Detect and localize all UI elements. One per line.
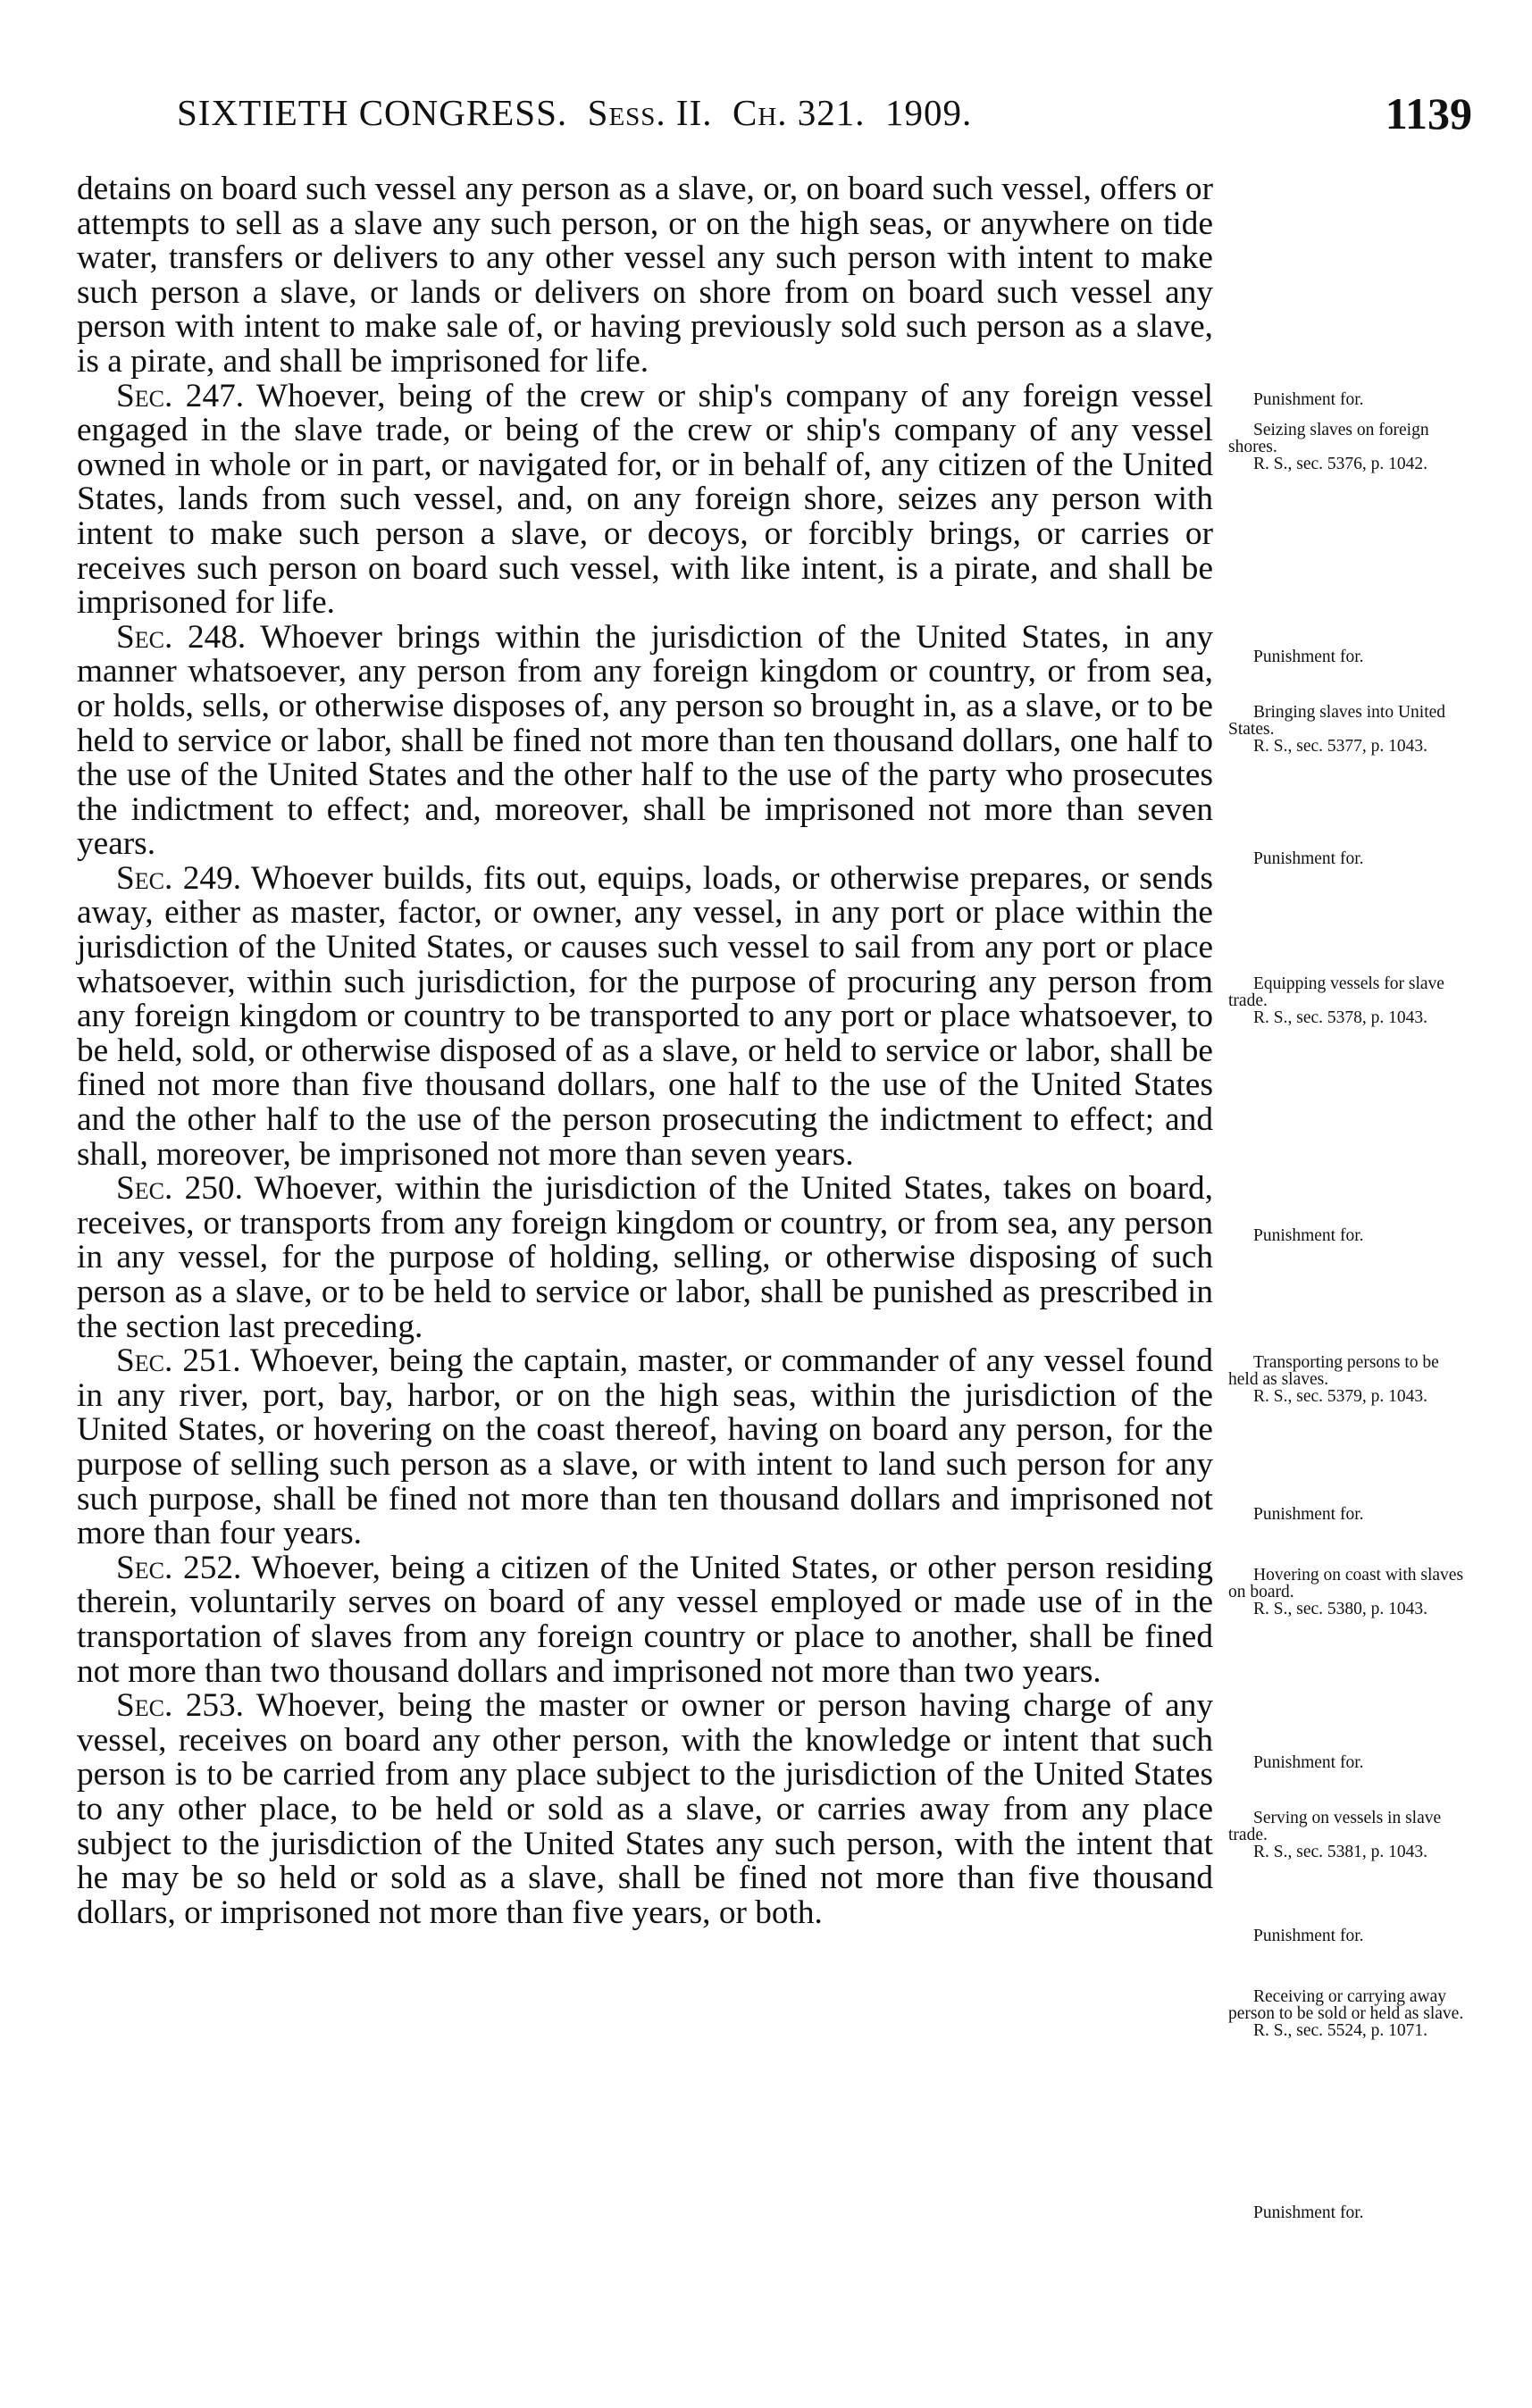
margin-note-reference: R. S., sec. 5379, p. 1043. <box>1253 1387 1427 1406</box>
section-252 <box>77 1551 1213 1689</box>
section-text: Whoever, being of the crew or ship's company of any foreign vessel engaged in the slave trade, or being of the crew or ship's company of any vessel owned in whole or in part, or navigated for, or in behalf of, any citizen of the United States, lands from such vessel, and, on any foreign shore, seizes any person with intent to make such person a slave, or decoys, or forcibly brings, or carries or receives such person on board such vessel, with like intent, is a pirate, and shall be imprisoned for life. <box>77 377 1213 622</box>
margin-note-reference: R. S., sec. 5524, p. 1071. <box>1253 2021 1427 2040</box>
margin-note-sec-252 <box>1228 1810 1469 1860</box>
section-text: Whoever, being the master or owner or person having charge of any vessel, receives on board any other person, with the knowledge or intent that such person is to be carried from any place subject to the jurisdiction of the United States to any other place, to be held or sold as a slave, or carries away from any place subject to the jurisdiction of the United States any such person, with the intent that he may be so held or sold as a slave, shall be fined not more than five thousand dollars, or imprisoned not more than five years, or both. <box>77 1687 1213 1931</box>
margin-note-punishment: Punishment for. <box>1253 2203 1364 2222</box>
continuation-paragraph: detains on board such vessel any person as a slave, or, on board such vessel, offers or attempts to sell as a slave any such person, or on the high seas, or anywhere on tide water, transfers or delivers to any other vessel any such person with intent to make such person a slave, or lands or delivers on shore from on board such vessel any person with intent to make sale of, or having previously sold such person as a slave, is a pirate, and shall be imprisoned for life. <box>77 171 1213 380</box>
congress-title: SIXTIETH CONGRESS. <box>177 92 568 133</box>
statute-body <box>77 172 1213 1930</box>
section-249 <box>77 859 1214 1173</box>
margin-note-reference: R. S., sec. 5376, p. 1042. <box>1253 455 1427 473</box>
section-250 <box>77 1172 1213 1344</box>
section-label: Sec. 247. <box>116 377 245 414</box>
section-247 <box>77 377 1213 622</box>
margin-note-heading: Hovering on coast with slaves on board. <box>1228 1566 1464 1601</box>
margin-note-sec-250 <box>1228 1354 1469 1405</box>
section-text: Whoever, being a citizen of the United States, or other person residing therein, voluntarily serves on board of any vessel employed or made use of in the transportation of slaves from any foreign country or place to another, shall be fined not more than two thousand dollars and imprisoned not more than two years. <box>77 1549 1213 1690</box>
margin-note-heading: Serving on vessels in slave trade. <box>1228 1809 1442 1844</box>
margin-note-punishment: Punishment for. <box>1253 648 1364 666</box>
section-text: Whoever, being the captain, master, or commander of any vessel found in any river, port, bay, harbor, or on the high seas, within the jurisdiction of the United States, or hovering on the coast thereof, having on board any person, for the purpose of selling such person as a slave, or with intent to land such person for any such purpose, shall be fined not more than ten thousand dollars and imprisoned not more than four years. <box>77 1342 1213 1552</box>
margin-note-punishment: Punishment for. <box>1253 849 1364 868</box>
year-label: 1909. <box>885 92 973 133</box>
margin-note-sec-251 <box>1228 1567 1469 1618</box>
margin-note-sec-247 <box>1228 422 1469 472</box>
section-label: Sec. 252. <box>116 1549 242 1586</box>
running-head <box>177 88 1472 145</box>
section-label: Sec. 249. <box>116 859 242 897</box>
margin-note-punishment: Punishment for. <box>1253 1927 1364 1945</box>
margin-note-punishment: Punishment for. <box>1253 1226 1364 1245</box>
section-251 <box>77 1344 1213 1551</box>
section-253 <box>77 1689 1213 1930</box>
margin-note-reference: R. S., sec. 5378, p. 1043. <box>1253 1008 1427 1027</box>
margin-note-reference: R. S., sec. 5380, p. 1043. <box>1253 1600 1427 1618</box>
page-number: 1139 <box>1385 88 1472 138</box>
section-label: Sec. 253. <box>116 1687 245 1725</box>
margin-note-sec-253 <box>1228 1988 1469 2039</box>
chapter-label: Ch. 321. <box>732 92 866 133</box>
section-text: Whoever brings within the jurisdiction of the United States, in any manner whatsoever, any person from any foreign kingdom or country, or from sea, or holds, sells, or otherwise disposes of, any person so brought in, as a slave, or to be held to service or labor, shall be fined not more than ten thousand dollars, one half to the use of the United States and the other half to the use of the party who prosecutes the indictment to effect; and, moreover, shall be imprisoned not more than seven years. <box>77 618 1214 863</box>
margin-note-punishment: Punishment for. <box>1253 390 1364 409</box>
margin-note-heading: Bringing slaves into United States. <box>1228 703 1446 739</box>
section-248 <box>77 618 1214 863</box>
margin-note-heading: Transporting persons to be held as slaves. <box>1228 1353 1439 1389</box>
margin-note-reference: R. S., sec. 5377, p. 1043. <box>1253 737 1427 756</box>
session-label: Sess. II. <box>587 92 713 133</box>
margin-note-punishment: Punishment for. <box>1253 1753 1364 1772</box>
margin-note-sec-248 <box>1228 704 1469 755</box>
margin-note-heading: Seizing slaves on foreign shores. <box>1228 421 1429 456</box>
margin-note-heading: Equipping vessels for slave trade. <box>1228 974 1444 1010</box>
section-text: Whoever builds, fits out, equips, loads, or otherwise prepares, or sends away, either as master, factor, or owner, any vessel, in any port or place within the jurisdiction of the United States, or causes such vessel to sail from any port or place whatsoever, within such jurisdiction, for the purpose of procuring any person from any foreign kingdom or country to be transported to any port or place whatsoever, to be held, sold, or otherwise disposed of as a slave, or held to service or labor, shall be fined not more than five thousand dollars, one half to the use of the United States and the other half to the use of the person prosecuting the indictment to effect; and shall, moreover, be imprisoned not more than seven years. <box>77 859 1214 1173</box>
running-head-title <box>177 91 972 134</box>
section-label: Sec. 250. <box>116 1170 243 1208</box>
margin-note-reference: R. S., sec. 5381, p. 1043. <box>1253 1843 1427 1861</box>
margin-note-punishment: Punishment for. <box>1253 1505 1364 1524</box>
section-label: Sec. 251. <box>116 1342 241 1380</box>
section-text: Whoever, within the jurisdiction of the United States, takes on board, receives, or transports from any foreign kingdom or country, or from sea, any person in any vessel, for the purpose of holding, selling, or otherwise disposing of such person as a slave, or to be held to service or labor, shall be punished as prescribed in the section last preceding. <box>77 1170 1213 1345</box>
margin-note-heading: Receiving or carrying away person to be sold or held as slave. <box>1228 1987 1464 2023</box>
margin-note-sec-249 <box>1228 975 1469 1026</box>
section-label: Sec. 248. <box>116 618 247 656</box>
